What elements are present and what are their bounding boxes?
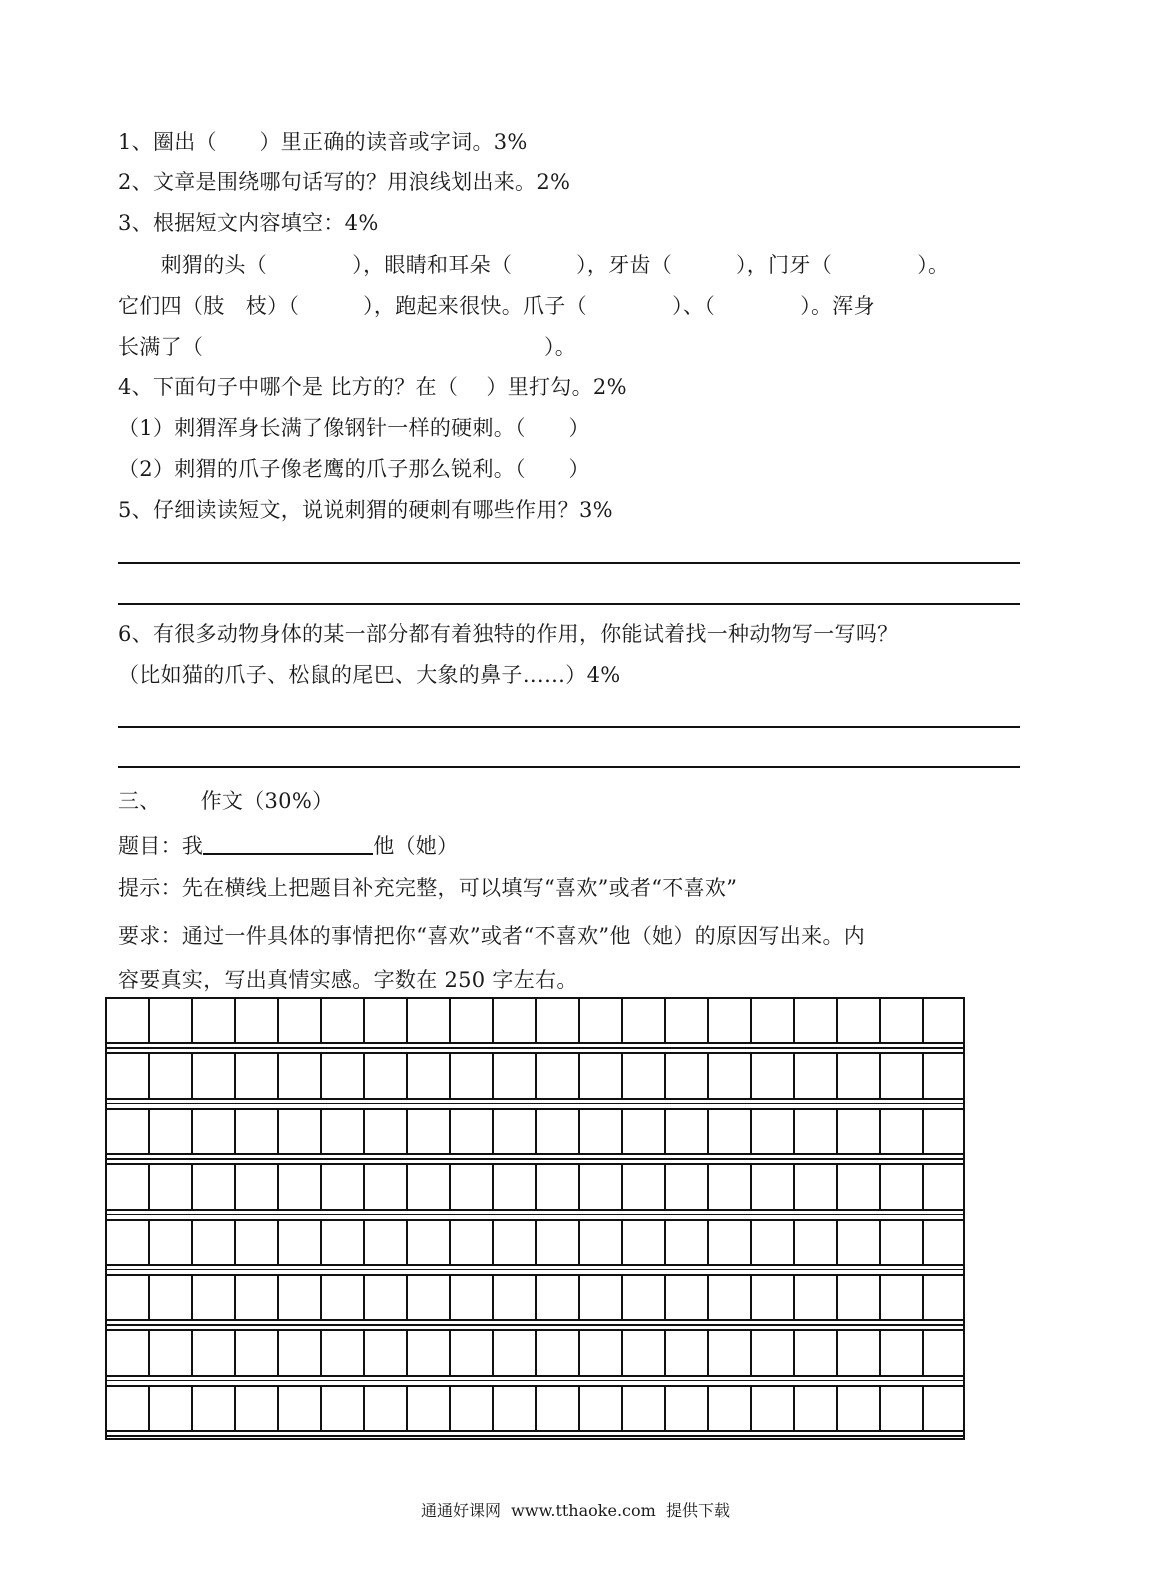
question-3-fill-line-3: 长满了（ ）。 xyxy=(118,335,577,359)
grid-cell-divider xyxy=(148,1163,150,1208)
grid-cell-divider xyxy=(191,1274,193,1319)
answer-line xyxy=(118,603,1020,605)
grid-cell-divider xyxy=(879,1108,881,1153)
grid-cell-divider xyxy=(234,1163,236,1208)
question-6-line-2: （比如猫的爪子、松鼠的尾巴、大象的鼻子……）4% xyxy=(118,663,621,687)
grid-cell-divider xyxy=(750,1219,752,1264)
grid-cell-divider xyxy=(879,1385,881,1430)
grid-cell-divider xyxy=(406,1108,408,1153)
grid-cell-divider xyxy=(406,997,408,1042)
grid-cell-divider xyxy=(234,1385,236,1430)
grid-cell-divider xyxy=(621,1052,623,1097)
grid-cell-divider xyxy=(793,1385,795,1430)
title-blank xyxy=(203,831,373,855)
grid-cell-divider xyxy=(836,1163,838,1208)
grid-cell-divider xyxy=(492,1219,494,1264)
composition-heading-number: 三、 xyxy=(118,789,161,813)
grid-cell-divider xyxy=(836,1052,838,1097)
grid-cell-divider xyxy=(449,1274,451,1319)
grid-cell-divider xyxy=(621,1163,623,1208)
grid-cell-divider xyxy=(535,1219,537,1264)
grid-cell-divider xyxy=(793,1163,795,1208)
grid-cell-divider xyxy=(320,1329,322,1374)
grid-cell-divider xyxy=(449,1052,451,1097)
grid-cell-divider xyxy=(277,1108,279,1153)
grid-cell-divider xyxy=(363,1385,365,1430)
question-3: 3、根据短文内容填空：4% xyxy=(118,211,379,235)
grid-cell-divider xyxy=(148,1052,150,1097)
grid-cell-divider xyxy=(578,997,580,1042)
grid-cell-divider xyxy=(793,1108,795,1153)
composition-requirement-line-2: 容要真实，写出真情实感。字数在 250 字左右。 xyxy=(118,968,578,992)
grid-cell-divider xyxy=(148,1108,150,1153)
grid-cell-divider xyxy=(277,1329,279,1374)
grid-row-line xyxy=(105,1324,965,1326)
grid-cell-divider xyxy=(707,1385,709,1430)
grid-row-line xyxy=(105,1153,965,1155)
grid-cell-divider xyxy=(363,1329,365,1374)
grid-cell-divider xyxy=(320,1219,322,1264)
question-5: 5、仔细读读短文，说说刺猬的硬刺有哪些作用？3% xyxy=(118,498,613,522)
grid-cell-divider xyxy=(148,1385,150,1430)
grid-cell-divider xyxy=(191,1052,193,1097)
grid-row-line xyxy=(105,1264,965,1266)
grid-cell-divider xyxy=(277,1163,279,1208)
grid-cell-divider xyxy=(879,1052,881,1097)
grid-cell-divider xyxy=(621,1219,623,1264)
grid-cell-divider xyxy=(492,1274,494,1319)
grid-cell-divider xyxy=(148,1329,150,1374)
grid-cell-divider xyxy=(707,1163,709,1208)
grid-cell-divider xyxy=(492,1052,494,1097)
grid-cell-divider xyxy=(664,1163,666,1208)
grid-cell-divider xyxy=(191,1385,193,1430)
grid-cell-divider xyxy=(492,1385,494,1430)
grid-cell-divider xyxy=(836,1219,838,1264)
grid-row-line xyxy=(105,1209,965,1211)
grid-cell-divider xyxy=(191,1329,193,1374)
grid-row-line xyxy=(105,1435,965,1437)
grid-cell-divider xyxy=(750,1385,752,1430)
grid-cell-divider xyxy=(750,1329,752,1374)
grid-cell-divider xyxy=(148,997,150,1042)
grid-cell-divider xyxy=(664,997,666,1042)
grid-cell-divider xyxy=(707,1329,709,1374)
grid-cell-divider xyxy=(363,1052,365,1097)
grid-cell-divider xyxy=(836,1329,838,1374)
grid-cell-divider xyxy=(449,1108,451,1153)
grid-cell-divider xyxy=(664,1329,666,1374)
grid-cell-divider xyxy=(578,1274,580,1319)
question-2: 2、文章是围绕哪句话写的？用浪线划出来。2% xyxy=(118,170,571,194)
grid-cell-divider xyxy=(535,1163,537,1208)
grid-cell-divider xyxy=(664,1385,666,1430)
grid-cell-divider xyxy=(664,1219,666,1264)
grid-cell-divider xyxy=(363,1219,365,1264)
footer-credit: 通通好课网 www.tthaoke.com 提供下载 xyxy=(421,1501,730,1520)
answer-line xyxy=(118,726,1020,728)
grid-cell-divider xyxy=(922,1219,924,1264)
grid-cell-divider xyxy=(191,1219,193,1264)
grid-cell-divider xyxy=(535,1329,537,1374)
grid-row-line xyxy=(105,1098,965,1100)
grid-cell-divider xyxy=(148,1274,150,1319)
grid-cell-divider xyxy=(535,1274,537,1319)
grid-cell-divider xyxy=(922,1274,924,1319)
grid-cell-divider xyxy=(922,1052,924,1097)
grid-cell-divider xyxy=(191,1108,193,1153)
grid-cell-divider xyxy=(406,1385,408,1430)
grid-cell-divider xyxy=(320,997,322,1042)
grid-cell-divider xyxy=(621,1329,623,1374)
grid-row-line xyxy=(105,1042,965,1044)
grid-cell-divider xyxy=(148,1219,150,1264)
grid-cell-divider xyxy=(922,997,924,1042)
grid-cell-divider xyxy=(492,1329,494,1374)
grid-cell-divider xyxy=(750,1052,752,1097)
grid-cell-divider xyxy=(234,1108,236,1153)
grid-cell-divider xyxy=(406,1219,408,1264)
grid-cell-divider xyxy=(750,1108,752,1153)
grid-cell-divider xyxy=(234,1219,236,1264)
grid-row-line xyxy=(105,1319,965,1321)
grid-border-bottom xyxy=(105,1438,965,1440)
grid-cell-divider xyxy=(191,997,193,1042)
grid-cell-divider xyxy=(234,1274,236,1319)
grid-cell-divider xyxy=(449,1329,451,1374)
grid-cell-divider xyxy=(578,1219,580,1264)
writing-grid xyxy=(105,997,965,1440)
grid-cell-divider xyxy=(535,1052,537,1097)
composition-hint: 提示：先在横线上把题目补充完整，可以填写“喜欢”或者“不喜欢” xyxy=(118,876,738,900)
grid-cell-divider xyxy=(320,1108,322,1153)
grid-cell-divider xyxy=(621,997,623,1042)
grid-cell-divider xyxy=(492,1163,494,1208)
grid-row-line xyxy=(105,1375,965,1377)
grid-cell-divider xyxy=(793,1329,795,1374)
grid-cell-divider xyxy=(621,1274,623,1319)
grid-cell-divider xyxy=(320,1163,322,1208)
question-4: 4、下面句子中哪个是 比方的？在（ ）里打勾。2% xyxy=(118,375,627,399)
grid-cell-divider xyxy=(793,1052,795,1097)
grid-cell-divider xyxy=(922,1163,924,1208)
grid-cell-divider xyxy=(707,1219,709,1264)
grid-cell-divider xyxy=(449,997,451,1042)
question-1: 1、圈出（ ）里正确的读音或字词。3% xyxy=(118,130,528,154)
grid-cell-divider xyxy=(363,997,365,1042)
grid-cell-divider xyxy=(793,997,795,1042)
grid-cell-divider xyxy=(277,1274,279,1319)
grid-cell-divider xyxy=(191,1163,193,1208)
grid-cell-divider xyxy=(664,1108,666,1153)
composition-heading-text: 作文（30%） xyxy=(200,789,334,813)
composition-title-suffix: 他（她） xyxy=(373,834,459,858)
question-4-option-1: （1）刺猬浑身长满了像钢针一样的硬刺。（ ） xyxy=(118,416,590,440)
grid-cell-divider xyxy=(449,1219,451,1264)
grid-cell-divider xyxy=(707,1274,709,1319)
grid-cell-divider xyxy=(234,997,236,1042)
question-3-fill-line-1: 刺猬的头（ ），眼睛和耳朵（ ），牙齿（ ），门牙（ ）。 xyxy=(118,253,950,277)
composition-title xyxy=(118,831,458,860)
grid-row-line xyxy=(105,1430,965,1432)
grid-cell-divider xyxy=(449,1163,451,1208)
grid-cell-divider xyxy=(836,1274,838,1319)
grid-cell-divider xyxy=(879,1219,881,1264)
composition-requirement-line-1: 要求：通过一件具体的事情把你“喜欢”或者“不喜欢”他（她）的原因写出来。内 xyxy=(118,924,866,948)
grid-row-line xyxy=(105,1103,965,1105)
grid-cell-divider xyxy=(277,1052,279,1097)
grid-cell-divider xyxy=(793,1219,795,1264)
grid-cell-divider xyxy=(750,1163,752,1208)
grid-cell-divider xyxy=(707,997,709,1042)
grid-cell-divider xyxy=(277,997,279,1042)
question-4-option-2: （2）刺猬的爪子像老鹰的爪子那么锐利。（ ） xyxy=(118,457,590,481)
grid-row-line xyxy=(105,1214,965,1216)
grid-cell-divider xyxy=(879,1329,881,1374)
question-3-fill-line-2: 它们四（肢 枝）（ ），跑起来很快。爪子（ ）、（ ）。浑身 xyxy=(118,294,875,318)
grid-cell-divider xyxy=(492,1108,494,1153)
grid-cell-divider xyxy=(836,1108,838,1153)
grid-cell-divider xyxy=(363,1108,365,1153)
answer-line xyxy=(118,562,1020,564)
question-6-line-1: 6、有很多动物身体的某一部分都有着独特的作用，你能试着找一种动物写一写吗？ xyxy=(118,622,899,646)
grid-cell-divider xyxy=(320,1385,322,1430)
grid-cell-divider xyxy=(406,1274,408,1319)
grid-cell-divider xyxy=(234,1329,236,1374)
grid-cell-divider xyxy=(363,1274,365,1319)
grid-cell-divider xyxy=(406,1329,408,1374)
grid-row-line xyxy=(105,1158,965,1160)
grid-cell-divider xyxy=(664,1274,666,1319)
grid-cell-divider xyxy=(535,997,537,1042)
grid-cell-divider xyxy=(492,997,494,1042)
grid-cell-divider xyxy=(793,1274,795,1319)
grid-cell-divider xyxy=(320,1052,322,1097)
grid-cell-divider xyxy=(750,997,752,1042)
grid-cell-divider xyxy=(535,1108,537,1153)
grid-cell-divider xyxy=(922,1385,924,1430)
grid-cell-divider xyxy=(621,1108,623,1153)
grid-cell-divider xyxy=(277,1385,279,1430)
grid-cell-divider xyxy=(535,1385,537,1430)
grid-cell-divider xyxy=(277,1219,279,1264)
grid-cell-divider xyxy=(707,1108,709,1153)
grid-cell-divider xyxy=(234,1052,236,1097)
answer-line xyxy=(118,766,1020,768)
grid-cell-divider xyxy=(406,1052,408,1097)
grid-cell-divider xyxy=(578,1052,580,1097)
grid-cell-divider xyxy=(449,1385,451,1430)
grid-cell-divider xyxy=(578,1163,580,1208)
grid-cell-divider xyxy=(578,1108,580,1153)
grid-cell-divider xyxy=(707,1052,709,1097)
grid-cell-divider xyxy=(879,1163,881,1208)
grid-cell-divider xyxy=(621,1385,623,1430)
grid-cell-divider xyxy=(922,1329,924,1374)
grid-cell-divider xyxy=(836,997,838,1042)
grid-row-line xyxy=(105,1047,965,1049)
grid-cell-divider xyxy=(750,1274,752,1319)
composition-heading xyxy=(118,787,333,815)
grid-cell-divider xyxy=(922,1108,924,1153)
grid-row-line xyxy=(105,1269,965,1271)
grid-cell-divider xyxy=(578,1329,580,1374)
grid-cell-divider xyxy=(836,1385,838,1430)
composition-title-prefix: 题目：我 xyxy=(118,834,204,858)
grid-cell-divider xyxy=(578,1385,580,1430)
grid-cell-divider xyxy=(664,1052,666,1097)
grid-cell-divider xyxy=(406,1163,408,1208)
grid-cell-divider xyxy=(320,1274,322,1319)
grid-cell-divider xyxy=(363,1163,365,1208)
grid-row-line xyxy=(105,1380,965,1382)
grid-cell-divider xyxy=(879,1274,881,1319)
grid-cell-divider xyxy=(879,997,881,1042)
